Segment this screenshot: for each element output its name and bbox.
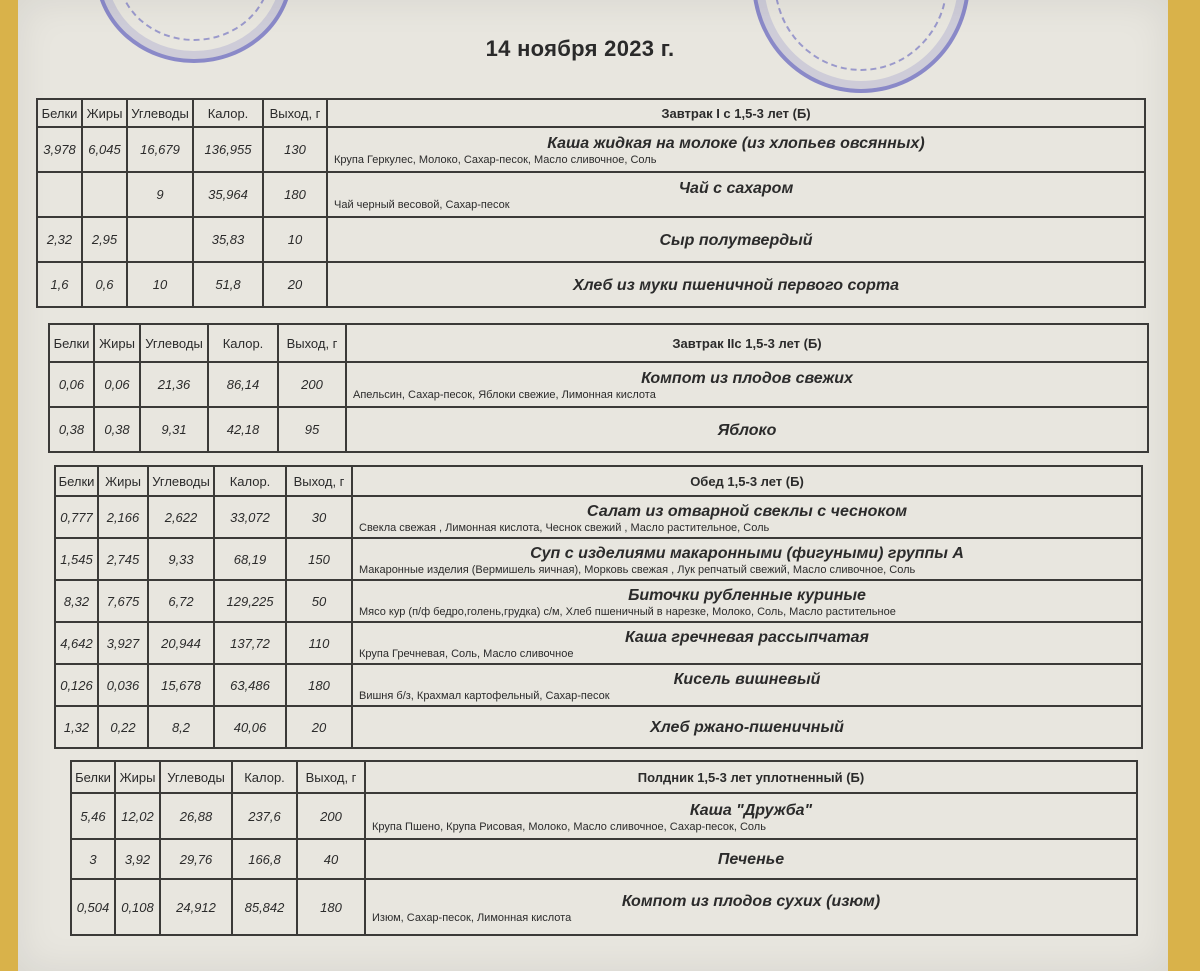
meal-block — [70, 760, 1138, 936]
dish-carbs-value: 29,76 — [160, 839, 232, 879]
dish-row — [37, 262, 1145, 307]
dish-fat-value: 0,036 — [98, 664, 148, 706]
dish-cell — [365, 839, 1137, 879]
meal-table — [70, 760, 1138, 936]
dish-name: Каша жидкая на молоке (из хлопьев овсянных) — [547, 135, 925, 152]
dish-yield-value: 20 — [263, 262, 327, 307]
meal-table — [48, 323, 1149, 453]
dish-fat-value: 6,045 — [82, 127, 127, 172]
meal-header-row — [37, 99, 1145, 127]
column-header-protein: Белки — [71, 761, 115, 793]
column-header-protein: Белки — [49, 324, 94, 362]
dish-protein-value: 1,545 — [55, 538, 98, 580]
dish-row — [55, 538, 1142, 580]
dish-ingredients: Мясо кур (п/ф бедро,голень,грудка) с/м, Хлеб пшеничный в нарезке, Молоко, Соль, Масло растительное — [359, 605, 896, 618]
dish-protein-value: 0,126 — [55, 664, 98, 706]
dish-ingredients: Крупа Пшено, Крупа Рисовая, Молоко, Масло сливочное, Сахар-песок, Соль — [372, 820, 766, 833]
dish-name: Салат из отварной свеклы с чесноком — [586, 502, 908, 520]
dish-kcal-value: 35,83 — [193, 217, 263, 262]
dish-kcal-value: 136,955 — [193, 127, 263, 172]
column-header-fat: Жиры — [115, 761, 160, 793]
dish-row — [55, 496, 1142, 538]
dish-fat-value: 12,02 — [115, 793, 160, 839]
column-header-yield: Выход, г — [297, 761, 365, 793]
meal-header-row — [71, 761, 1137, 793]
dish-fat-value: 0,108 — [115, 879, 160, 935]
meal-block — [48, 323, 1149, 453]
dish-fat-value: 2,745 — [98, 538, 148, 580]
dish-cell — [352, 622, 1142, 664]
dish-yield-value: 30 — [286, 496, 352, 538]
dish-protein-value: 0,06 — [49, 362, 94, 407]
dish-carbs-value: 6,72 — [148, 580, 214, 622]
meal-header-row — [49, 324, 1148, 362]
dish-yield-value: 150 — [286, 538, 352, 580]
dish-cell — [365, 793, 1137, 839]
dish-protein-value: 5,46 — [71, 793, 115, 839]
meal-title: Завтрак IIс 1,5-3 лет (Б) — [346, 324, 1148, 362]
dish-carbs-value: 2,622 — [148, 496, 214, 538]
dish-carbs-value: 24,912 — [160, 879, 232, 935]
dish-ingredients: Изюм, Сахар-песок, Лимонная кислота — [372, 911, 572, 924]
column-header-yield: Выход, г — [263, 99, 327, 127]
dish-kcal-value: 42,18 — [208, 407, 278, 452]
dish-kcal-value: 63,486 — [214, 664, 286, 706]
dish-name: Кисель вишневый — [673, 670, 821, 688]
dish-name: Биточки рубленные куриные — [628, 586, 866, 604]
dish-carbs-value: 8,2 — [148, 706, 214, 748]
menu-date: 14 ноября 2023 г. — [485, 36, 675, 61]
column-header-protein: Белки — [55, 466, 98, 496]
dish-carbs-value: 21,36 — [140, 362, 208, 407]
dish-carbs-value — [127, 217, 193, 262]
dish-protein-value: 1,6 — [37, 262, 82, 307]
dish-cell — [346, 407, 1148, 452]
dish-protein-value: 1,32 — [55, 706, 98, 748]
dish-ingredients: Макаронные изделия (Вермишель яичная), Морковь свежая , Лук репчатый свежий, Масло сливочное, Соль — [359, 563, 916, 576]
column-header-protein: Белки — [37, 99, 82, 127]
meal-block — [36, 98, 1146, 308]
column-header-kcal: Калор. — [214, 466, 286, 496]
dish-yield-value: 200 — [278, 362, 346, 407]
dish-fat-value: 2,95 — [82, 217, 127, 262]
dish-kcal-value: 129,225 — [214, 580, 286, 622]
dish-ingredients: Чай черный весовой, Сахар-песок — [334, 199, 510, 211]
dish-yield-value: 180 — [263, 172, 327, 217]
dish-fat-value: 2,166 — [98, 496, 148, 538]
dish-fat-value: 3,92 — [115, 839, 160, 879]
dish-cell — [327, 217, 1145, 262]
column-header-yield: Выход, г — [286, 466, 352, 496]
dish-fat-value: 0,6 — [82, 262, 127, 307]
column-header-carbs: Углеводы — [140, 324, 208, 362]
dish-kcal-value: 35,964 — [193, 172, 263, 217]
column-header-fat: Жиры — [98, 466, 148, 496]
dish-row — [55, 622, 1142, 664]
dish-cell — [365, 879, 1137, 935]
dish-name: Компот из плодов сухих (изюм) — [621, 892, 881, 910]
meal-table — [36, 98, 1146, 308]
dish-kcal-value: 40,06 — [214, 706, 286, 748]
dish-cell — [352, 706, 1142, 748]
dish-row — [37, 172, 1145, 217]
dish-fat-value: 3,927 — [98, 622, 148, 664]
dish-kcal-value: 33,072 — [214, 496, 286, 538]
dish-kcal-value: 86,14 — [208, 362, 278, 407]
dish-name: Каша гречневая рассыпчатая — [625, 628, 869, 646]
dish-yield-value: 10 — [263, 217, 327, 262]
dish-protein-value: 3 — [71, 839, 115, 879]
column-header-carbs: Углеводы — [160, 761, 232, 793]
dish-yield-value: 110 — [286, 622, 352, 664]
dish-cell — [352, 496, 1142, 538]
dish-protein-value: 4,642 — [55, 622, 98, 664]
dish-kcal-value: 85,842 — [232, 879, 297, 935]
dish-carbs-value: 10 — [127, 262, 193, 307]
dish-yield-value: 180 — [297, 879, 365, 935]
dish-name: Сыр полутвердый — [659, 231, 813, 249]
dish-yield-value: 50 — [286, 580, 352, 622]
dish-row — [71, 793, 1137, 839]
column-header-carbs: Углеводы — [127, 99, 193, 127]
dish-carbs-value: 9 — [127, 172, 193, 217]
dish-name: Печенье — [717, 851, 785, 868]
dish-fat-value — [82, 172, 127, 217]
dish-ingredients: Свекла свежая , Лимонная кислота, Чеснок свежий , Масло растительное, Соль — [359, 521, 770, 534]
dish-protein-value: 2,32 — [37, 217, 82, 262]
dish-fat-value: 0,06 — [94, 362, 140, 407]
dish-protein-value: 0,38 — [49, 407, 94, 452]
dish-carbs-value: 9,33 — [148, 538, 214, 580]
dish-yield-value: 20 — [286, 706, 352, 748]
dish-cell — [346, 362, 1148, 407]
dish-protein-value — [37, 172, 82, 217]
dish-row — [71, 839, 1137, 879]
column-header-kcal: Калор. — [208, 324, 278, 362]
meal-title: Обед 1,5-3 лет (Б) — [352, 466, 1142, 496]
dish-carbs-value: 26,88 — [160, 793, 232, 839]
dish-row — [55, 664, 1142, 706]
column-header-kcal: Калор. — [193, 99, 263, 127]
dish-protein-value: 0,504 — [71, 879, 115, 935]
dish-cell — [352, 664, 1142, 706]
dish-name: Хлеб ржано-пшеничный — [650, 719, 844, 736]
dish-name: Каша "Дружба" — [689, 801, 813, 819]
dish-kcal-value: 137,72 — [214, 622, 286, 664]
dish-carbs-value: 16,679 — [127, 127, 193, 172]
column-header-carbs: Углеводы — [148, 466, 214, 496]
meal-title: Завтрак I с 1,5-3 лет (Б) — [327, 99, 1145, 127]
dish-row — [55, 706, 1142, 748]
dish-fat-value: 0,22 — [98, 706, 148, 748]
dish-ingredients: Крупа Гречневая, Соль, Масло сливочное — [359, 647, 574, 660]
dish-name: Суп с изделиями макаронными (фигуными) группы А — [530, 544, 964, 562]
dish-cell — [327, 262, 1145, 307]
dish-yield-value: 180 — [286, 664, 352, 706]
dish-name: Хлеб из муки пшеничной первого сорта — [572, 276, 900, 294]
dish-cell — [327, 127, 1145, 172]
dish-fat-value: 0,38 — [94, 407, 140, 452]
dish-ingredients: Вишня б/з, Крахмал картофельный, Сахар-песок — [359, 689, 610, 702]
dish-ingredients: Апельсин, Сахар-песок, Яблоки свежие, Лимонная кислота — [353, 389, 656, 401]
dish-name: Яблоко — [717, 421, 777, 439]
meal-table — [54, 465, 1143, 749]
column-header-yield: Выход, г — [278, 324, 346, 362]
dish-cell — [352, 538, 1142, 580]
dish-protein-value: 0,777 — [55, 496, 98, 538]
dish-ingredients: Крупа Геркулес, Молоко, Сахар-песок, Масло сливочное, Соль — [334, 154, 657, 166]
dish-kcal-value: 51,8 — [193, 262, 263, 307]
dish-row — [71, 879, 1137, 935]
dish-row — [49, 407, 1148, 452]
dish-protein-value: 8,32 — [55, 580, 98, 622]
column-header-fat: Жиры — [82, 99, 127, 127]
dish-row — [49, 362, 1148, 407]
dish-row — [37, 127, 1145, 172]
dish-row — [37, 217, 1145, 262]
dish-protein-value: 3,978 — [37, 127, 82, 172]
dish-yield-value: 200 — [297, 793, 365, 839]
dish-carbs-value: 9,31 — [140, 407, 208, 452]
column-header-kcal: Калор. — [232, 761, 297, 793]
dish-yield-value: 130 — [263, 127, 327, 172]
dish-row — [55, 580, 1142, 622]
meal-block — [54, 465, 1143, 749]
dish-yield-value: 40 — [297, 839, 365, 879]
dish-carbs-value: 20,944 — [148, 622, 214, 664]
dish-name: Компот из плодов свежих — [641, 370, 853, 387]
dish-yield-value: 95 — [278, 407, 346, 452]
dish-cell — [352, 580, 1142, 622]
dish-cell — [327, 172, 1145, 217]
meal-header-row — [55, 466, 1142, 496]
dish-kcal-value: 166,8 — [232, 839, 297, 879]
dish-name: Чай с сахаром — [678, 180, 794, 197]
dish-carbs-value: 15,678 — [148, 664, 214, 706]
column-header-fat: Жиры — [94, 324, 140, 362]
dish-kcal-value: 68,19 — [214, 538, 286, 580]
meal-title: Полдник 1,5-3 лет уплотненный (Б) — [365, 761, 1137, 793]
dish-kcal-value: 237,6 — [232, 793, 297, 839]
dish-fat-value: 7,675 — [98, 580, 148, 622]
